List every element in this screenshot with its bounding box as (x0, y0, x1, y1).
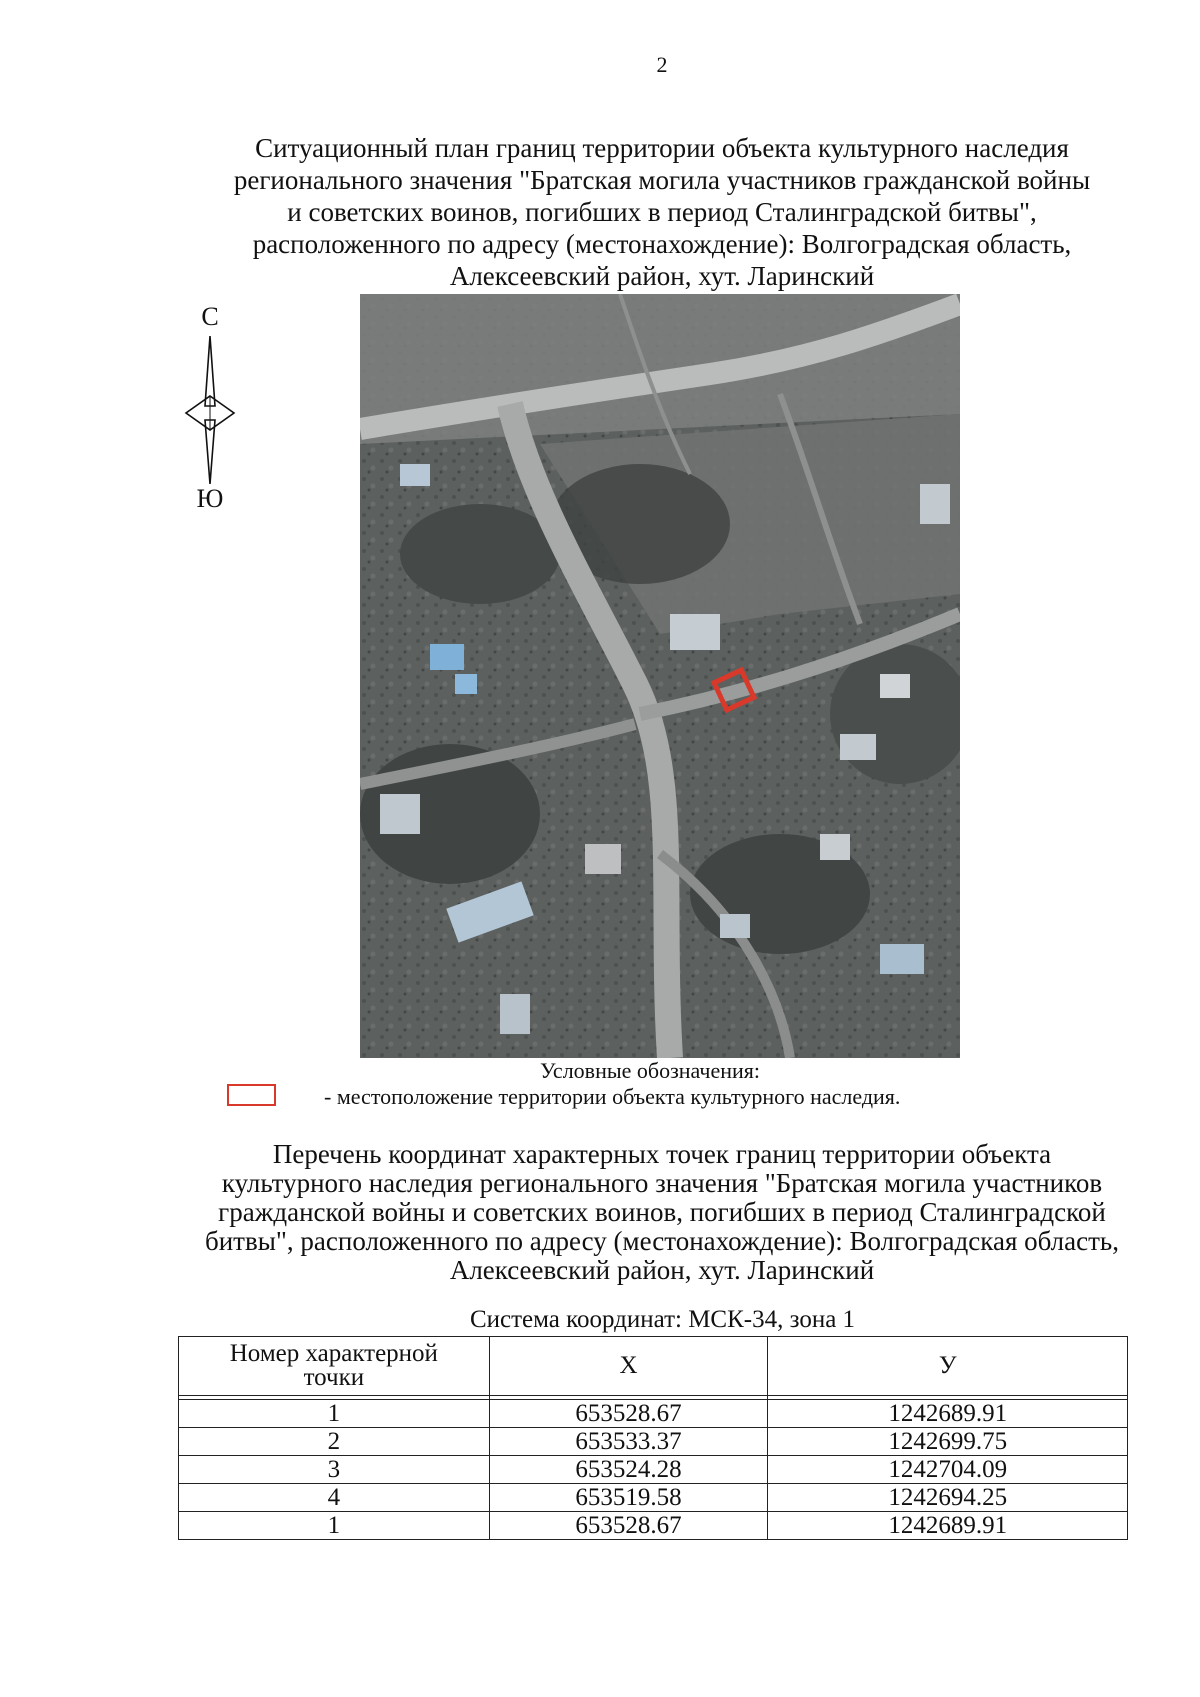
title-line: Алексеевский район, хут. Ларинский (449, 261, 875, 291)
cell-y: 1242699.75 (768, 1428, 1128, 1456)
title-line: расположенного по адресу (местонахождение): Волгоградская область, (252, 229, 1072, 259)
cell-point: 3 (179, 1456, 490, 1484)
north-arrow (180, 302, 240, 512)
title-line: и советских воинов, погибших в период Сталинградской битвы", (287, 197, 1037, 227)
list-title-line: Перечень координат характерных точек границ территории объекта (272, 1139, 1052, 1169)
coordinate-system-label: Система координат: МСК-34, зона 1 (469, 1306, 856, 1333)
list-title-line: Алексеевский район, хут. Ларинский (449, 1255, 875, 1285)
cell-point: 1 (179, 1400, 490, 1428)
list-title-line: культурного наследия регионального значения "Братская могила участников (221, 1168, 1103, 1198)
satellite-map (360, 294, 960, 1058)
satellite-image (360, 294, 960, 1058)
header-point-number (179, 1337, 490, 1396)
table-header-row (179, 1337, 1128, 1396)
page-title (180, 132, 1144, 292)
cell-y: 1242689.91 (768, 1512, 1128, 1540)
cell-x: 653519.58 (489, 1484, 768, 1512)
compass-south-label: Ю (196, 484, 224, 513)
title-line: регионального значения "Братская могила участников гражданской войны (233, 165, 1091, 195)
cell-point: 4 (179, 1484, 490, 1512)
cell-y: 1242694.25 (768, 1484, 1128, 1512)
coordinates-table (178, 1336, 1128, 1540)
compass-rose-icon (180, 336, 240, 486)
list-title-line: гражданской войны и советских воинов, погибших в период Сталинградской (218, 1197, 1106, 1227)
table-row (179, 1484, 1128, 1512)
cell-y: 1242689.91 (768, 1400, 1128, 1428)
header-point-line2: точки (303, 1364, 365, 1391)
header-point-line1: Номер характерной (229, 1340, 438, 1367)
table-row (179, 1456, 1128, 1484)
header-x: X (489, 1337, 768, 1396)
coordinates-list-title (150, 1140, 1174, 1285)
cell-x: 653524.28 (489, 1456, 768, 1484)
list-title-line: битвы", расположенного по адресу (местонахождение): Волгоградская область, (205, 1226, 1119, 1256)
cell-y: 1242704.09 (768, 1456, 1128, 1484)
legend-title: Условные обозначения: (540, 1058, 761, 1083)
compass-north-label: С (201, 302, 219, 331)
cell-x: 653533.37 (489, 1428, 768, 1456)
legend-red-box-icon (227, 1084, 276, 1106)
cell-x: 653528.67 (489, 1512, 768, 1540)
cell-x: 653528.67 (489, 1400, 768, 1428)
header-y: У (768, 1337, 1128, 1396)
legend-item-text: - местоположение территории объекта культурного наследия. (324, 1084, 901, 1109)
cell-point: 1 (179, 1512, 490, 1540)
page-number: 2 (656, 52, 668, 77)
table-row (179, 1400, 1128, 1428)
table-row (179, 1428, 1128, 1456)
table-row (179, 1512, 1128, 1540)
title-line: Ситуационный план границ территории объекта культурного наследия (255, 133, 1069, 163)
cell-point: 2 (179, 1428, 490, 1456)
